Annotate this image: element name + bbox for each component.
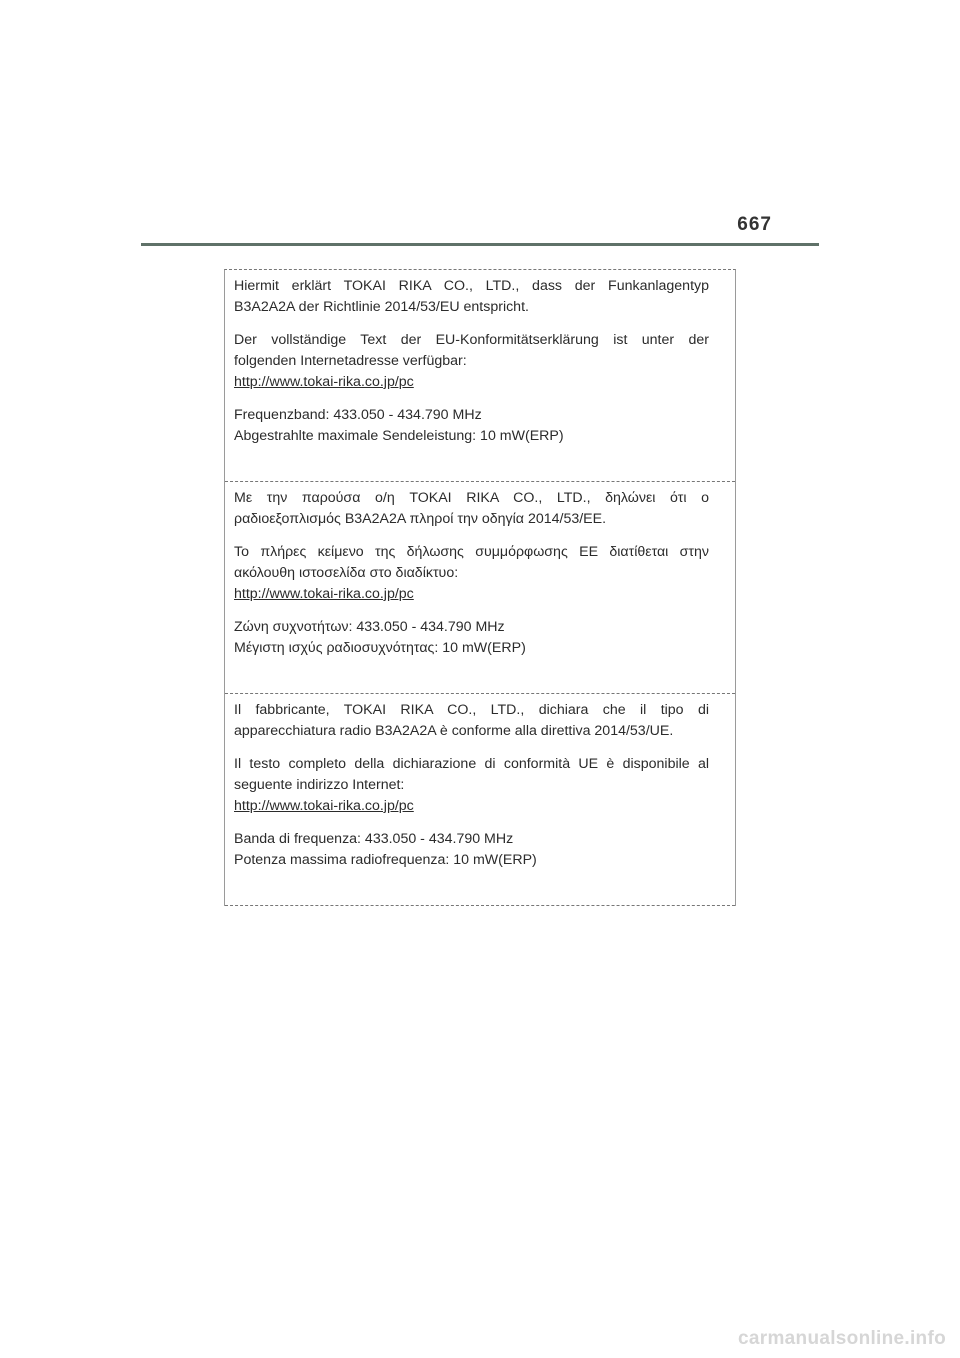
section-german [225, 270, 735, 482]
declaration-url-link[interactable]: http://www.tokai-rika.co.jp/pc [234, 586, 414, 602]
frequency-band: Frequenzband: 433.050 - 434.790 MHz [234, 407, 482, 423]
declaration-line-2: apparecchiatura radio B3A2A2A è conforme alla direttiva 2014/53/UE. [234, 723, 674, 739]
section-italian [225, 694, 735, 906]
full-text-line-2: ακόλουθη ιστοσελίδα στο διαδίκτυο: [234, 565, 459, 581]
header-rule [141, 243, 819, 246]
full-text-line-2: seguente indirizzo Internet: [234, 777, 405, 793]
declaration-line-1: Hiermit erklärt TOKAI RIKA CO., LTD., dass der Funkanlagentyp [234, 278, 709, 294]
max-power: Potenza massima radiofrequenza: 10 mW(ERP) [234, 852, 537, 868]
full-text-line-1: Der vollständige Text der EU-Konformitätserklärung ist unter der [234, 332, 709, 348]
full-text-line-2: folgenden Internetadresse verfügbar: [234, 353, 467, 369]
max-power: Μέγιστη ισχύς ραδιοσυχνότητας: 10 mW(ERP) [234, 640, 526, 656]
declaration-line-1: Με την παρούσα ο/η TOKAI RIKA CO., LTD., δηλώνει ότι ο [234, 490, 709, 506]
declaration-box [224, 269, 736, 906]
watermark: carmanualsonline.info [738, 1328, 946, 1349]
frequency-band: Ζώνη συχνοτήτων: 433.050 - 434.790 MHz [234, 619, 505, 635]
declaration-url-link[interactable]: http://www.tokai-rika.co.jp/pc [234, 798, 414, 814]
page-number: 667 [737, 214, 772, 235]
full-text-line-1: Το πλήρες κείμενο της δήλωσης συμμόρφωσης ΕΕ διατίθεται στην [234, 544, 709, 560]
section-greek [225, 482, 735, 694]
declaration-url-link[interactable]: http://www.tokai-rika.co.jp/pc [234, 374, 414, 390]
declaration-line-2: ραδιοεξοπλισμός B3A2A2A πληροί την οδηγία 2014/53/ΕΕ. [234, 511, 607, 527]
frequency-band: Banda di frequenza: 433.050 - 434.790 MHz [234, 831, 514, 847]
full-text-line-1: Il testo completo della dichiarazione di conformità UE è disponibile al [234, 756, 709, 772]
max-power: Abgestrahlte maximale Sendeleistung: 10 mW(ERP) [234, 428, 564, 444]
declaration-line-2: B3A2A2A der Richtlinie 2014/53/EU entspricht. [234, 299, 529, 315]
declaration-line-1: Il fabbricante, TOKAI RIKA CO., LTD., dichiara che il tipo di [234, 702, 709, 718]
